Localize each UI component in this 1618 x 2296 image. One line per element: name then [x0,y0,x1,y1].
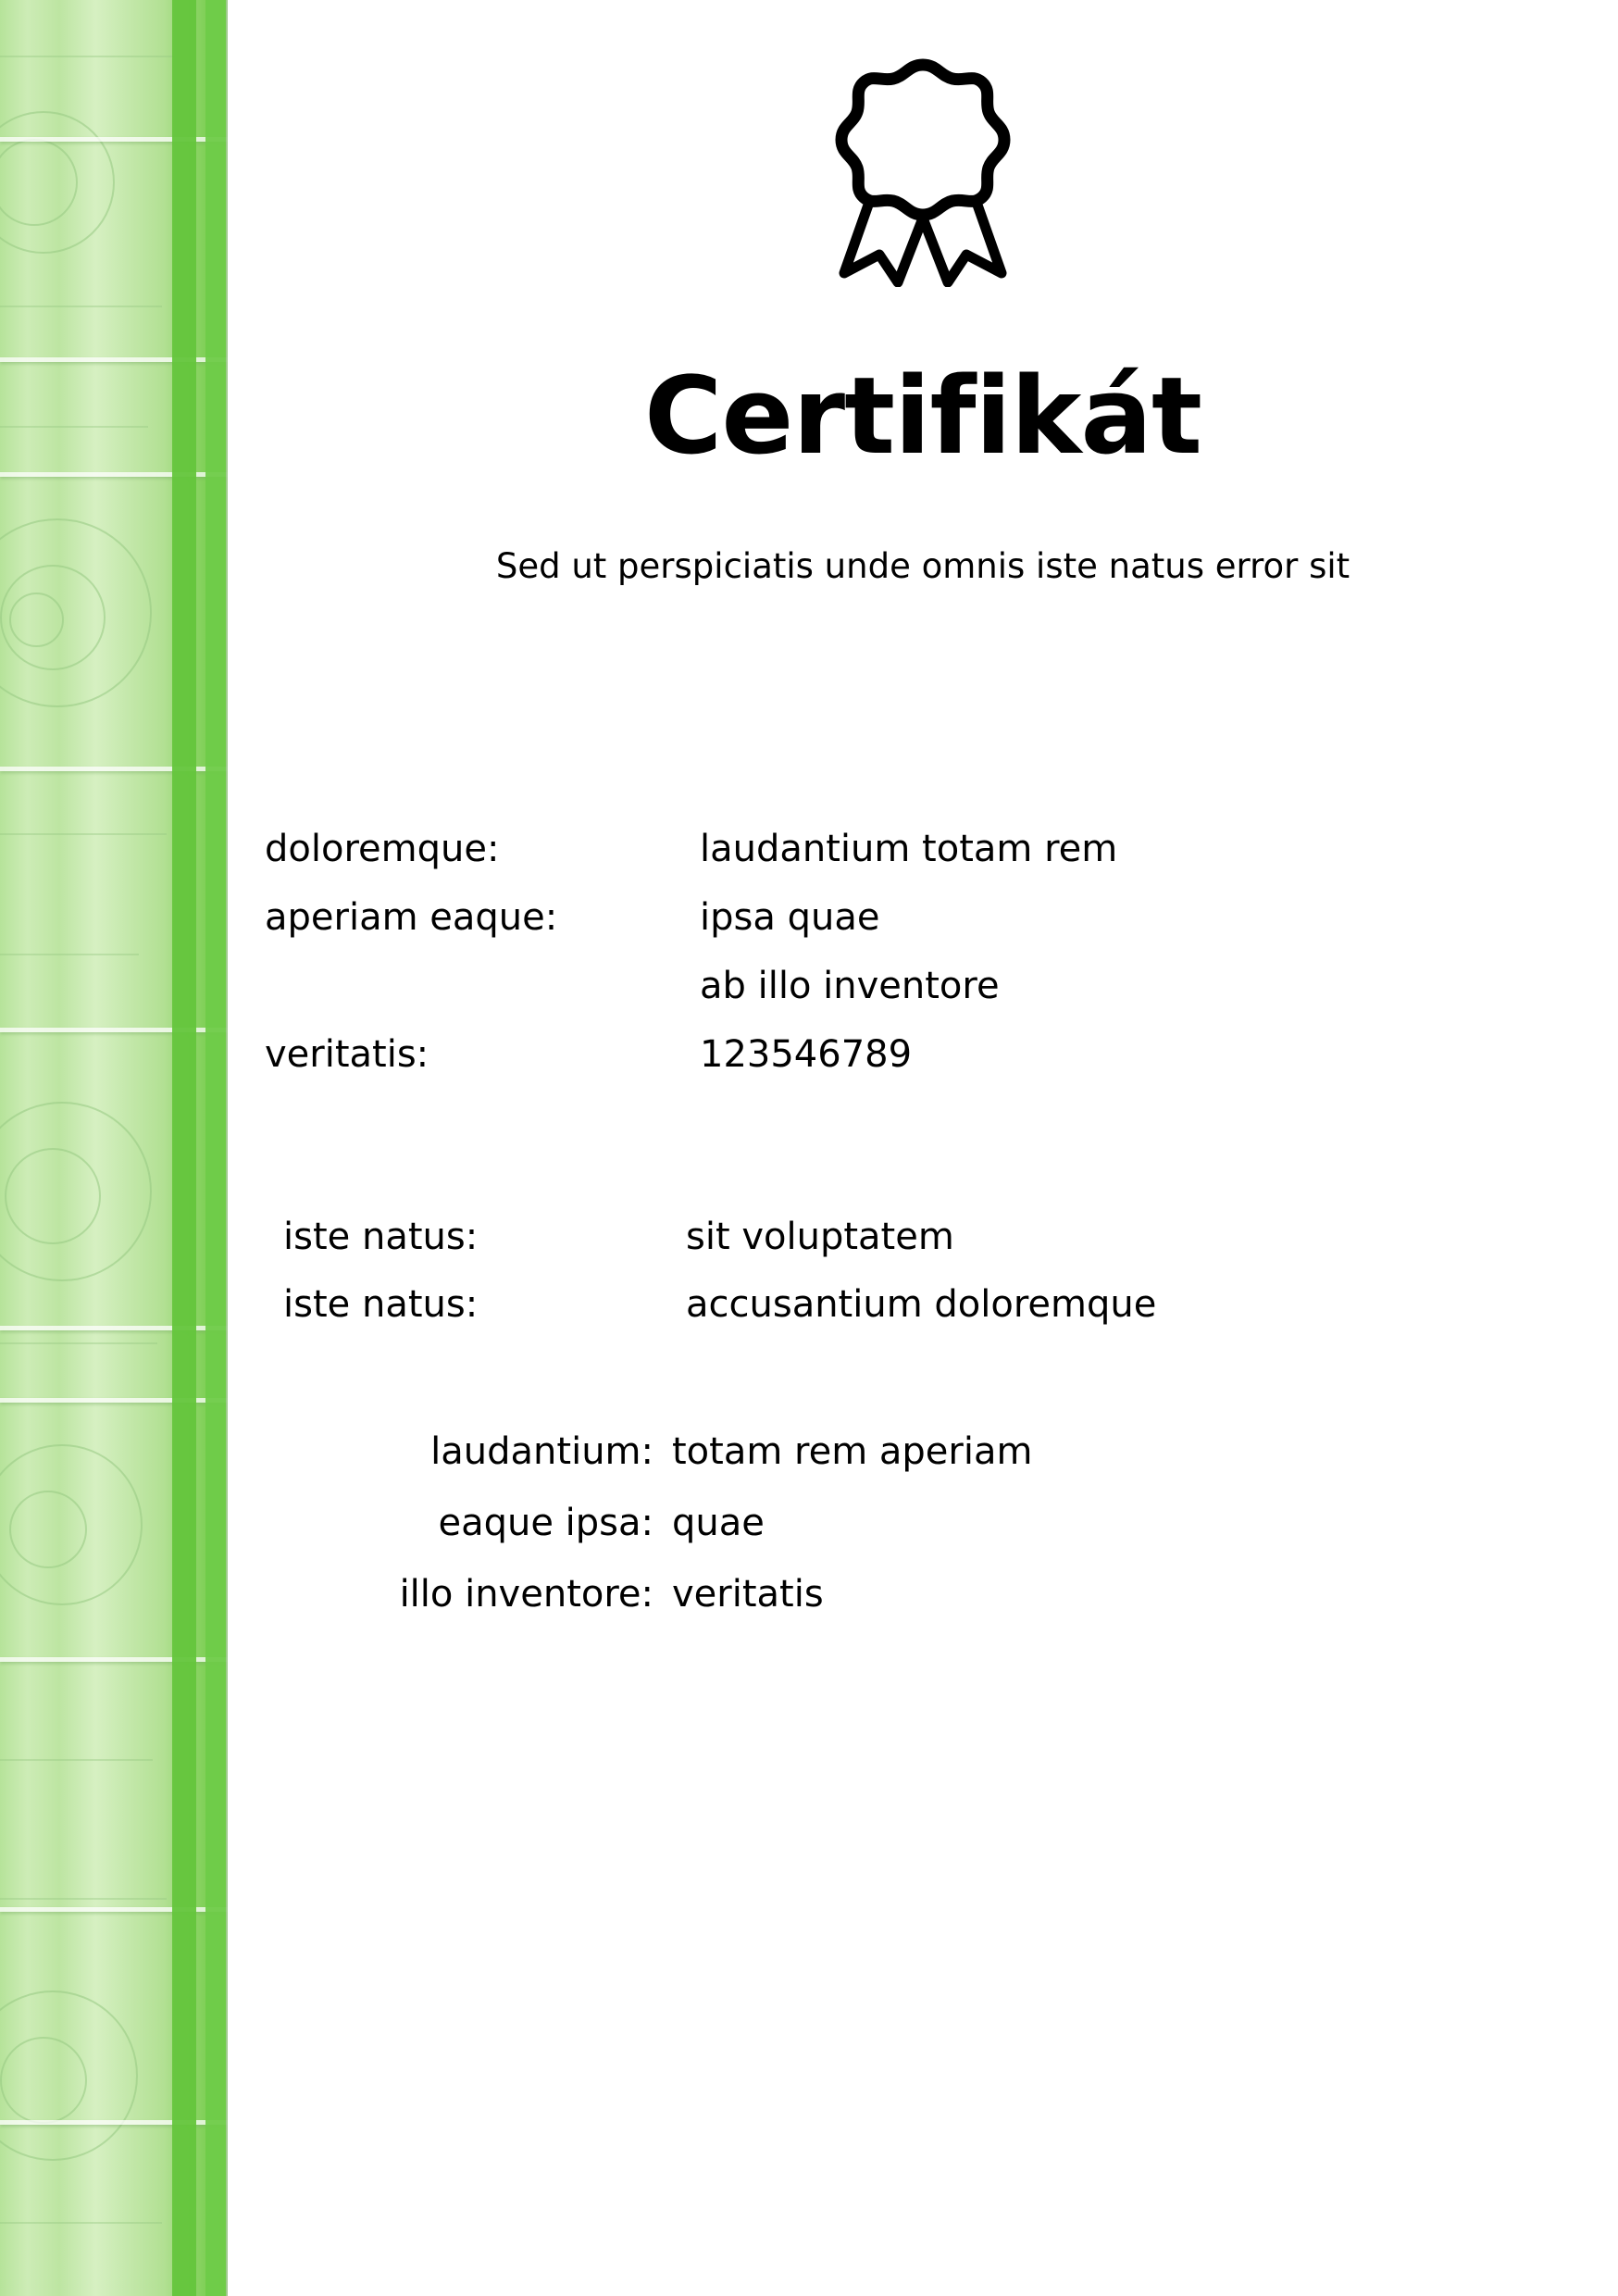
detail-label: doloremque: [265,828,500,870]
detail-value: ab illo inventore [700,965,1000,1007]
wood-ring-texture [9,593,64,647]
details-tertiary [265,1416,1032,1630]
page-subtitle: Sed ut perspiciatis unde omnis iste natus error sit [495,546,1350,586]
detail-label: aperiam eaque: [265,896,558,939]
detail-label [265,952,700,1020]
wood-grain-line [0,1898,167,1900]
detail-value: quae [672,1502,765,1544]
wood-grain-line [0,1342,157,1344]
certificate-content [228,0,1618,2296]
wood-grain-line [0,56,176,57]
wood-grain-line [0,833,167,835]
award-ribbon-icon [816,56,1029,287]
detail-label: iste natus: [283,1283,479,1326]
detail-label: veritatis: [265,1033,429,1076]
detail-value: veritatis [672,1573,824,1616]
wood-grain-line [0,426,148,428]
detail-label: laudantium: [430,1430,653,1473]
wood-ring-texture [5,1148,101,1244]
detail-label: eaque ipsa: [438,1502,653,1544]
wood-ring-texture [0,2037,87,2124]
band-accent-stripe [172,0,196,2296]
wood-ring-texture [9,1491,87,1568]
band-accent-stripe [205,0,228,2296]
seal-container [228,56,1618,287]
detail-value: ipsa quae [700,896,880,939]
details-primary [265,815,1117,1089]
wood-grain-line [0,954,139,955]
detail-value: sit voluptatem [686,1216,954,1258]
details-secondary [283,1204,1156,1339]
wood-grain-line [0,1759,153,1761]
decorative-side-band [0,0,228,2296]
detail-value: totam rem aperiam [672,1430,1033,1473]
detail-value: 123546789 [700,1033,913,1076]
page-title: Certifikát [643,355,1201,479]
wood-grain-line [0,306,162,307]
wood-grain-line [0,2222,162,2224]
detail-label: iste natus: [283,1216,479,1258]
detail-value: accusantium doloremque [686,1283,1157,1326]
detail-label: illo inventore: [399,1573,653,1616]
detail-value: laudantium totam rem [700,828,1118,870]
